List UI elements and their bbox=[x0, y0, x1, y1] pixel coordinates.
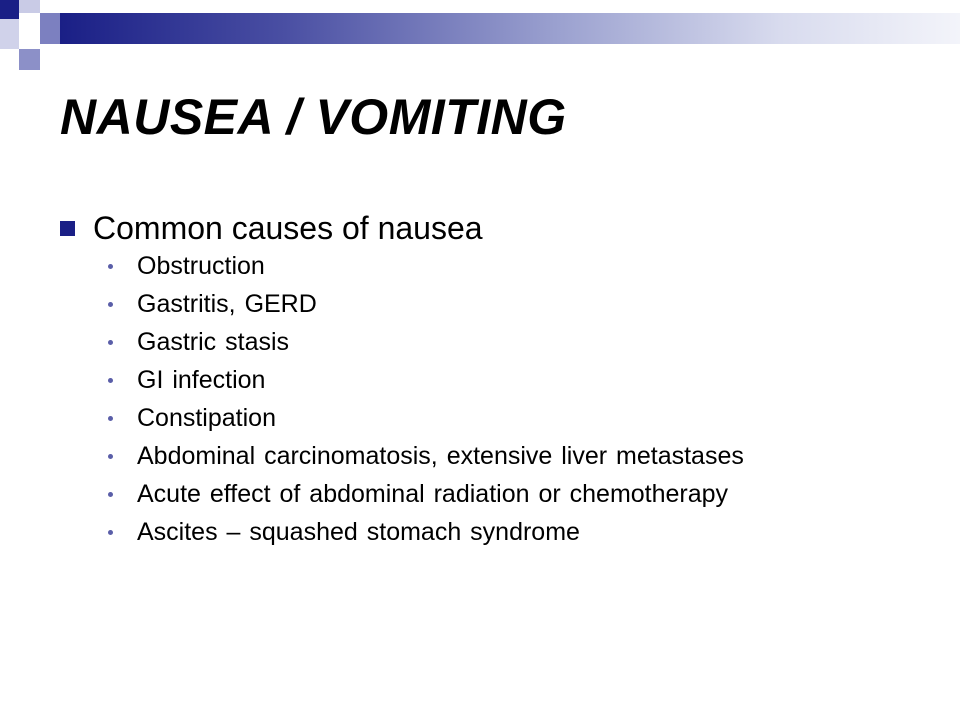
dot-bullet-icon bbox=[108, 454, 113, 459]
list-item-text: Gastric stasis bbox=[137, 328, 290, 356]
list-item bbox=[60, 367, 930, 394]
header-decoration-square bbox=[0, 0, 19, 19]
dot-bullet-icon bbox=[108, 530, 113, 535]
list-item-text: GI infection bbox=[137, 366, 266, 394]
dot-bullet-icon bbox=[108, 264, 113, 269]
list-item bbox=[60, 481, 930, 508]
header-decoration-square bbox=[19, 49, 40, 70]
main-bullet-text: Common causes of nausea bbox=[93, 209, 483, 246]
slide-title: NAUSEA / VOMITING bbox=[60, 89, 567, 145]
list-item bbox=[60, 519, 930, 546]
list-item-text: Gastritis, GERD bbox=[137, 290, 317, 318]
list-item bbox=[60, 329, 930, 356]
dot-bullet-icon bbox=[108, 302, 113, 307]
slide-content bbox=[60, 207, 930, 557]
list-item-text: Obstruction bbox=[137, 252, 265, 280]
header-decoration-square bbox=[0, 19, 19, 49]
list-item-text: Ascites – squashed stomach syndrome bbox=[137, 518, 580, 546]
list-item-text: Constipation bbox=[137, 404, 276, 432]
dot-bullet-icon bbox=[108, 378, 113, 383]
list-item bbox=[60, 291, 930, 318]
header-decoration-square bbox=[19, 13, 40, 49]
list-item-text: Abdominal carcinomatosis, extensive liver metastases bbox=[137, 442, 744, 470]
dot-bullet-icon bbox=[108, 340, 113, 345]
sub-bullet-list bbox=[60, 253, 930, 546]
list-item bbox=[60, 405, 930, 432]
dot-bullet-icon bbox=[108, 492, 113, 497]
list-item bbox=[60, 253, 930, 280]
header-decoration-square bbox=[40, 13, 60, 44]
header-gradient-bar bbox=[60, 13, 960, 44]
header-decoration-square bbox=[40, 0, 59, 13]
main-bullet bbox=[60, 207, 930, 249]
list-item bbox=[60, 443, 930, 470]
dot-bullet-icon bbox=[108, 416, 113, 421]
square-bullet-icon bbox=[60, 221, 75, 236]
list-item-text: Acute effect of abdominal radiation or chemotherapy bbox=[137, 480, 729, 508]
